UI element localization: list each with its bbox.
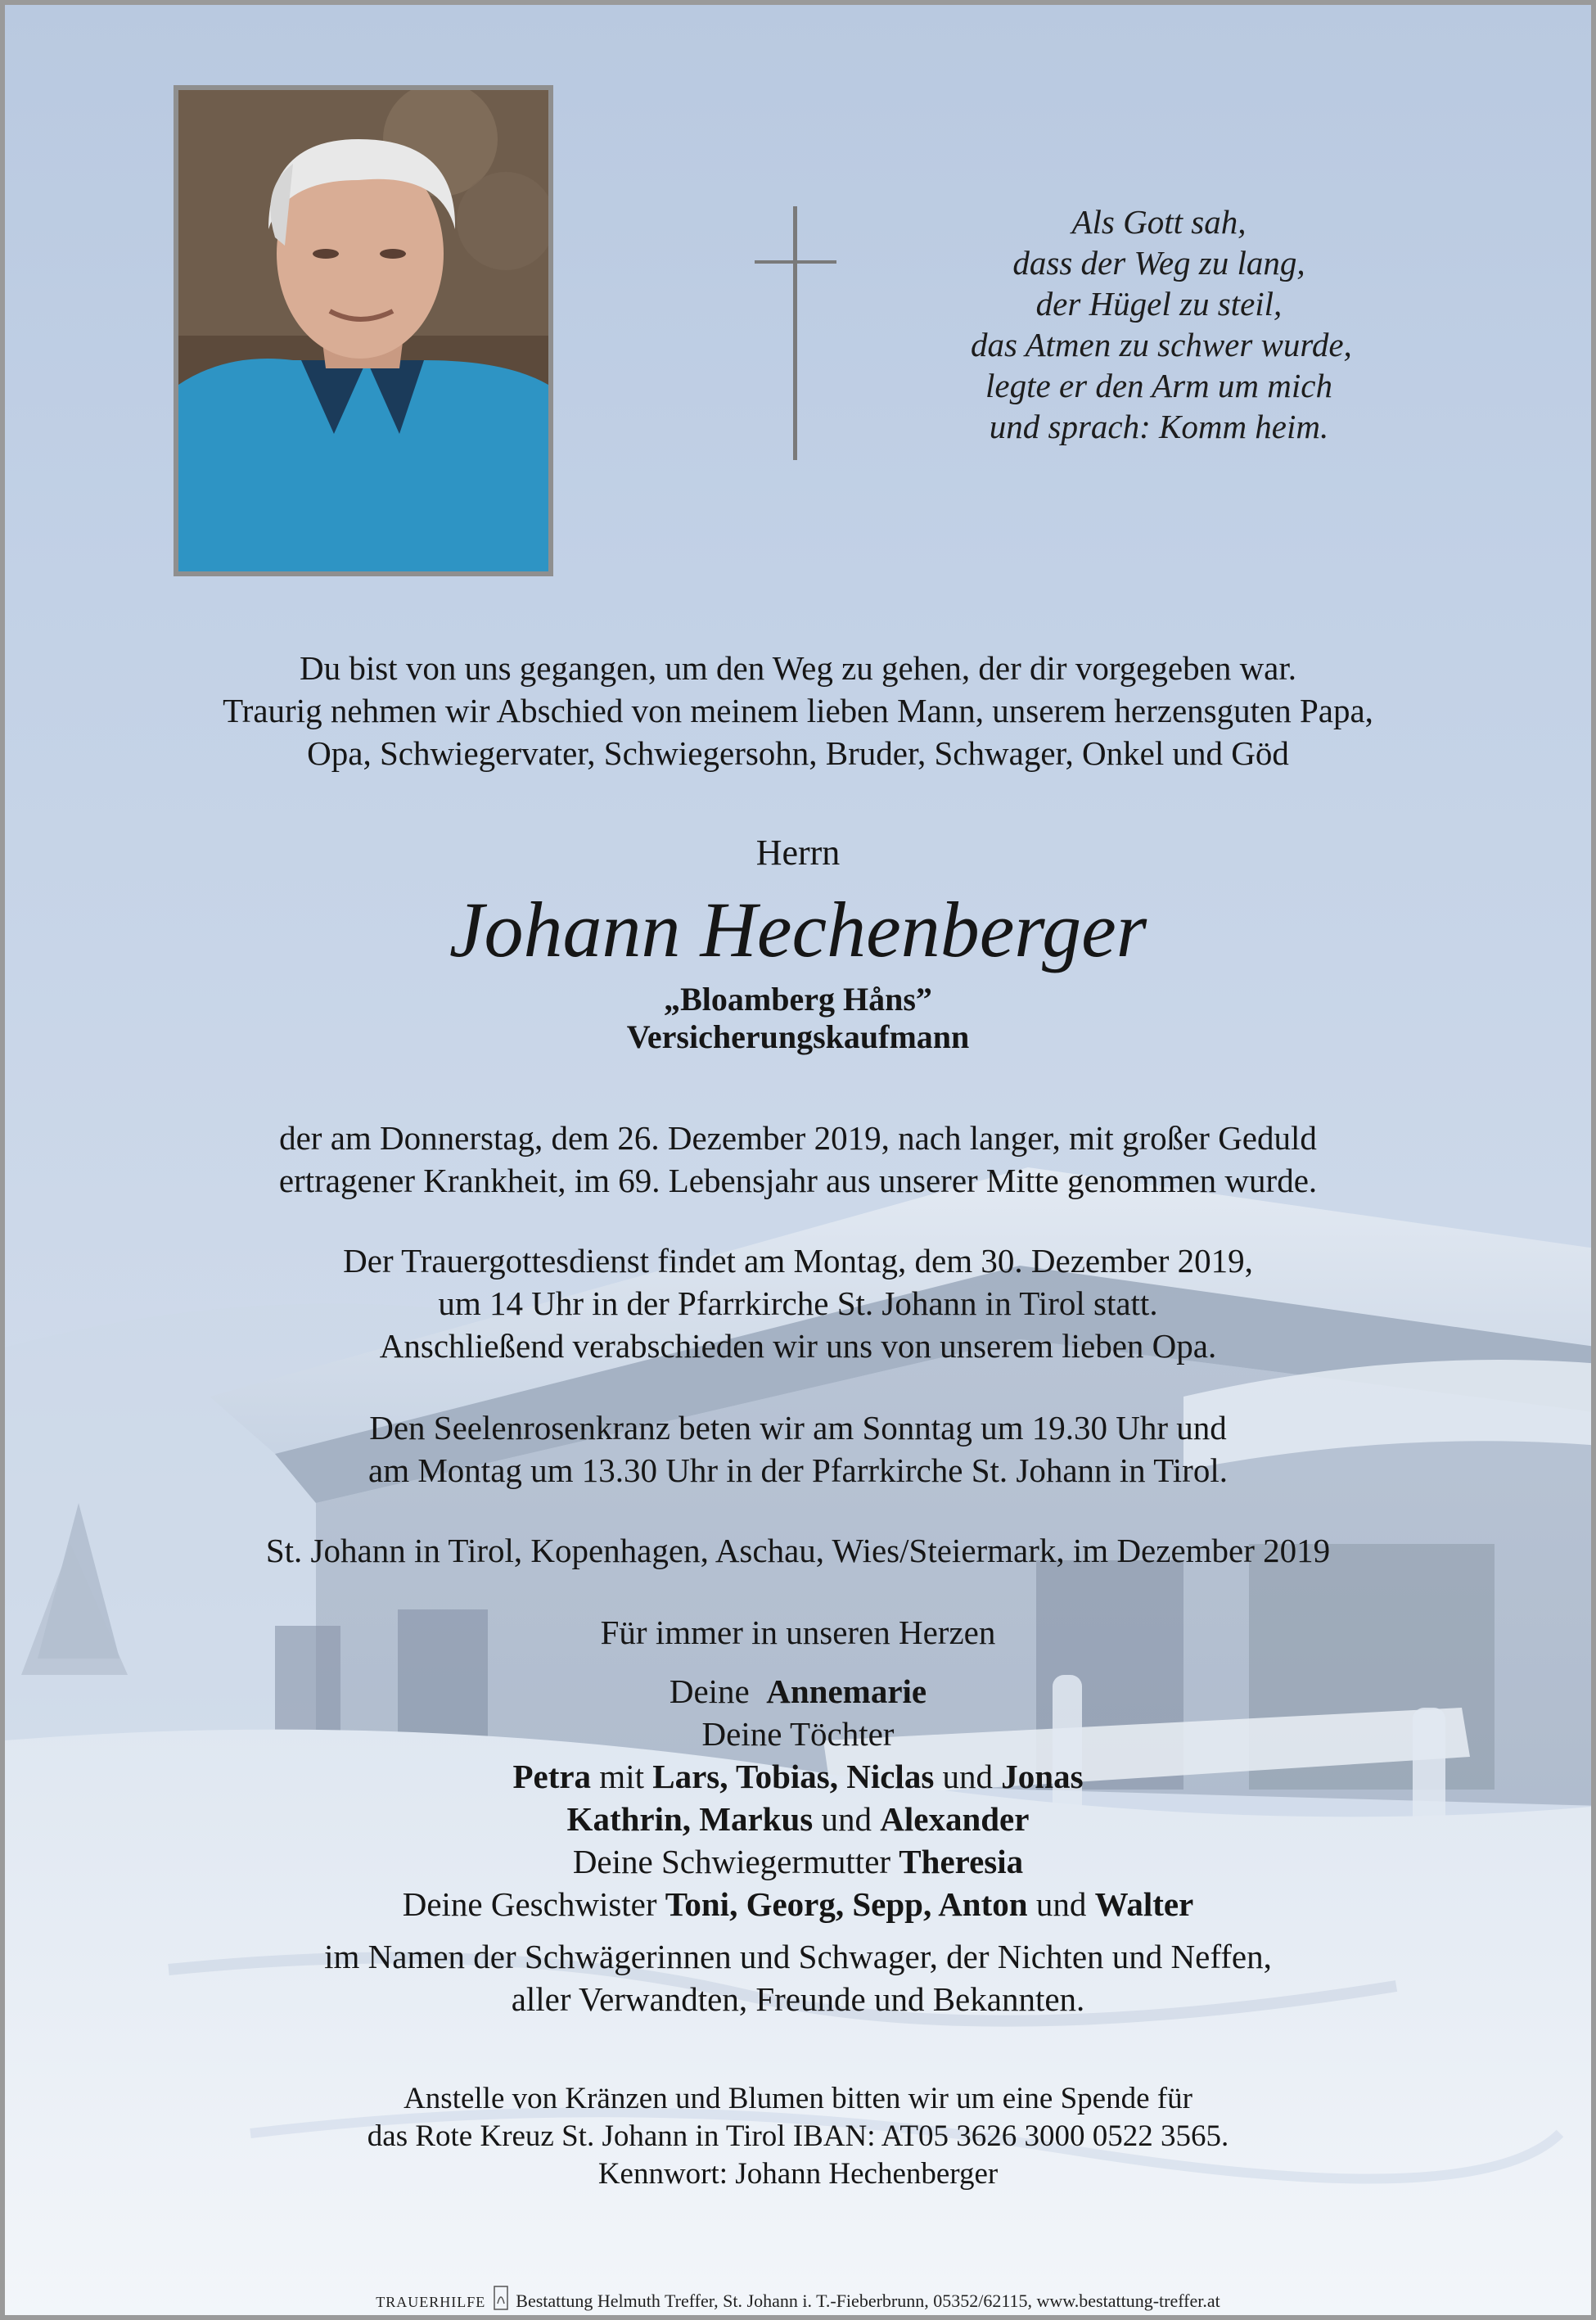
death-notice-line: der am Donnerstag, dem 26. Dezember 2019, nach langer, mit großer Geduld (279, 1119, 1317, 1157)
mourner-name: Toni, Georg, Sepp, Anton (665, 1885, 1028, 1923)
relatives-text (5, 1935, 1591, 2020)
mourner-name: Walter (1094, 1885, 1194, 1923)
intro-line: Traurig nehmen wir Abschied von meinem lieben Mann, unserem herzensguten Papa, (223, 692, 1373, 729)
mourners-list (5, 1670, 1591, 1925)
deceased-details (5, 981, 1591, 1056)
place-date: St. Johann in Tirol, Kopenhagen, Aschau, Wies/Steiermark, im Dezember 2019 (265, 1532, 1331, 1569)
mourner-line (5, 1883, 1591, 1925)
mourner-prefix: Deine (669, 1672, 750, 1710)
poem-line: dass der Weg zu lang, (1012, 244, 1305, 282)
mourner-line (5, 1755, 1591, 1798)
portrait-photo (174, 85, 553, 576)
mourner-connector: und (813, 1800, 881, 1838)
intro-line: Opa, Schwiegervater, Schwiegersohn, Bruder, Schwager, Onkel und Göd (307, 734, 1289, 772)
mourner-name: Kathrin, Markus (566, 1800, 814, 1838)
poem-line: Als Gott sah, (1071, 203, 1247, 241)
footer-brand: TRAUERHILFE (376, 2294, 486, 2310)
closing-line: Für immer in unseren Herzen (600, 1614, 996, 1651)
poem-line: der Hügel zu steil, (1035, 285, 1283, 323)
footer-text: Bestattung Helmuth Treffer, St. Johann i. T.-Fieberbrunn, 05352/62115, www.bestattung-treffer.at (516, 2291, 1220, 2311)
mourner-connector: und (1027, 1885, 1095, 1923)
death-notice-line: ertragener Krankheit, im 69. Lebensjahr aus unserer Mitte genommen wurde. (278, 1162, 1318, 1199)
funeral-info (5, 1239, 1591, 1367)
funeral-home-logo-icon (494, 2286, 508, 2310)
cross-icon (751, 206, 840, 460)
rosary-info (5, 1406, 1591, 1492)
donation-line: Anstelle von Kränzen und Blumen bitten wir um eine Spende für (404, 2082, 1192, 2115)
mourner-name: Alexander (880, 1800, 1030, 1838)
relatives-line: im Namen der Schwägerinnen und Schwager, der Nichten und Neffen, (324, 1938, 1272, 1975)
donation-line: das Rote Kreuz St. Johann in Tirol IBAN: AT05 3626 3000 0522 3565. (367, 2119, 1229, 2153)
portrait-illustration (178, 90, 548, 571)
mourner-daughters-label: Deine Töchter (701, 1715, 895, 1753)
profession: Versicherungskaufmann (626, 1018, 970, 1055)
relatives-line: aller Verwandten, Freunde und Bekannten. (511, 1980, 1085, 2018)
donation-line: Kennwort: Johann Hechenberger (597, 2157, 999, 2191)
funeral-line: Der Trauergottesdienst findet am Montag, dem 30. Dezember 2019, (343, 1242, 1253, 1280)
footer (5, 2286, 1591, 2313)
mourner-name: Theresia (899, 1843, 1024, 1880)
mourner-name: Petra (512, 1758, 592, 1795)
poem-line: und sprach: Komm heim. (989, 408, 1329, 445)
mourner-connector: mit (591, 1758, 653, 1795)
mourner-connector: und (934, 1758, 1002, 1795)
salutation: Herrn (755, 833, 841, 873)
funeral-line: um 14 Uhr in der Pfarrkirche St. Johann in Tirol statt. (438, 1284, 1158, 1322)
intro-line: Du bist von uns gegangen, um den Weg zu gehen, der dir vorgegeben war. (299, 649, 1297, 687)
nickname: „Bloamberg Håns” (664, 981, 932, 1018)
deceased-name: Johann Hechenberger (449, 886, 1147, 973)
mourner-wife (5, 1670, 1591, 1713)
poem-line: das Atmen zu schwer wurde, (971, 326, 1352, 363)
mourner-line (5, 1798, 1591, 1840)
mourner-name: Annemarie (766, 1672, 927, 1710)
mourner-name: Jonas (1001, 1758, 1084, 1795)
death-notice (5, 1117, 1591, 1202)
rosary-line: am Montag um 13.30 Uhr in der Pfarrkirche St. Johann in Tirol. (368, 1451, 1228, 1489)
donation-text (5, 2080, 1591, 2193)
mourner-prefix: Deine Schwiegermutter (572, 1843, 899, 1880)
poem-line: legte er den Arm um mich (985, 367, 1332, 404)
mourner-line (5, 1840, 1591, 1883)
mourner-name: Lars, Tobias, Niclas (652, 1758, 935, 1795)
intro-text (5, 647, 1591, 774)
mourner-prefix: Deine Geschwister (402, 1885, 665, 1923)
poem (971, 201, 1352, 447)
rosary-line: Den Seelenrosenkranz beten wir am Sonntag um 19.30 Uhr und (369, 1409, 1227, 1447)
funeral-line: Anschließend verabschieden wir uns von unserem lieben Opa. (379, 1327, 1217, 1365)
